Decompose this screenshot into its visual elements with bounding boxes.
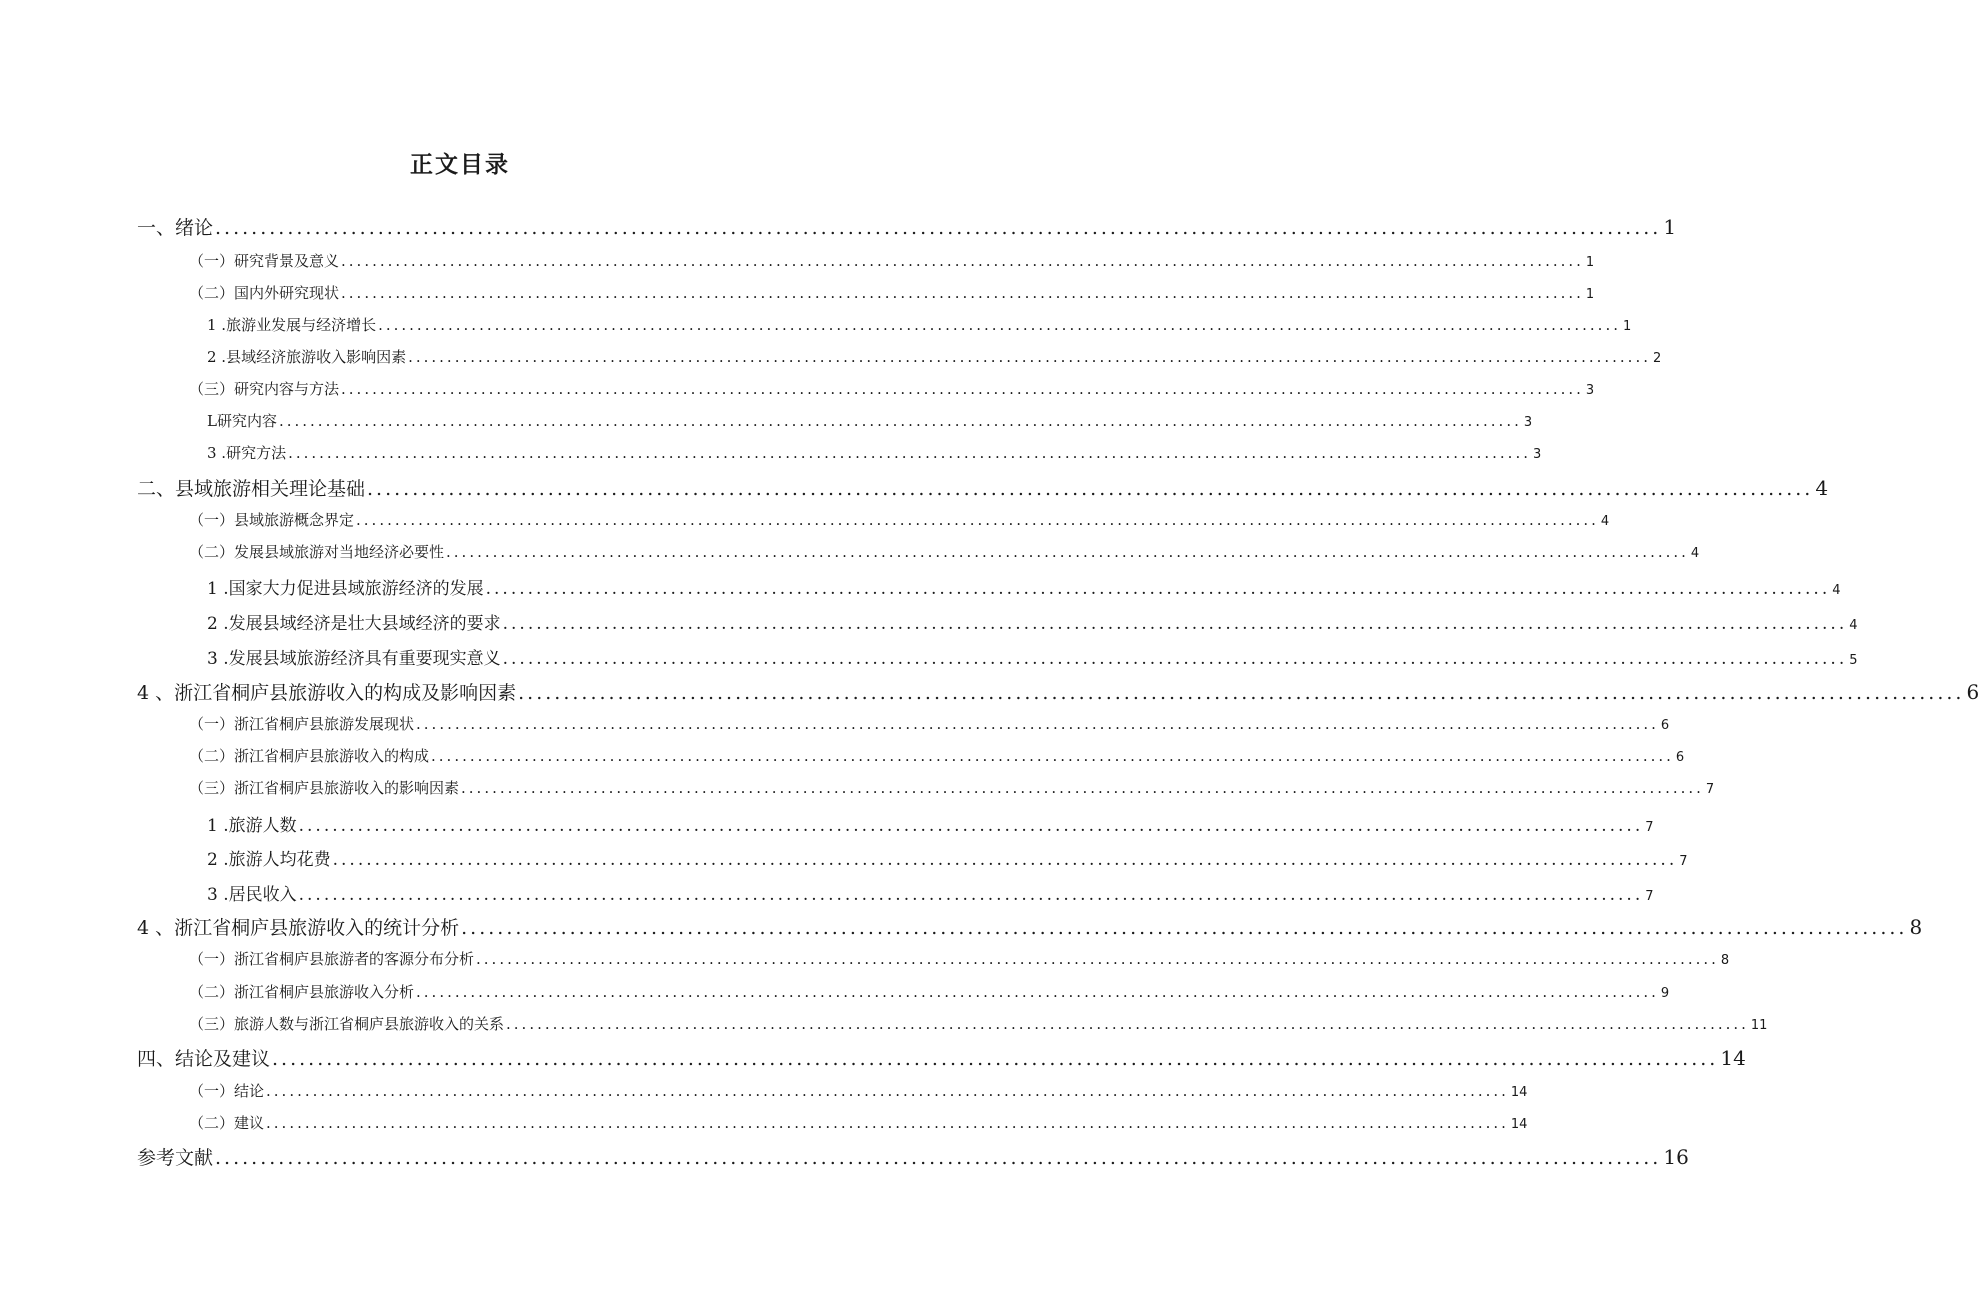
toc-page-number: 9 (1660, 986, 1670, 1001)
toc-entry-label: （一）县域旅游概念界定 (189, 511, 355, 529)
toc-entry[interactable] (189, 745, 1685, 766)
dot-leader: ................................................................................................................................................................ (408, 348, 1651, 366)
dot-leader: ................................................................................................................................................................ (476, 950, 1719, 968)
toc-page-number: 4 (1832, 583, 1841, 598)
toc-entry-label: （二）国内外研究现状 (189, 284, 340, 302)
dot-leader: ................................................................................................................................................................ (367, 478, 1814, 500)
toc-entry[interactable] (137, 678, 1979, 705)
dot-leader: ................................................................................................................................................................ (506, 1015, 1749, 1033)
toc-entry-label: （三）浙江省桐庐县旅游收入的影响因素 (189, 779, 460, 797)
toc-entry[interactable] (137, 913, 1923, 940)
toc-entry[interactable] (189, 1080, 1528, 1101)
dot-leader: ................................................................................................................................................................ (431, 747, 1674, 765)
dot-leader: ................................................................................................................................................................ (461, 917, 1908, 939)
dot-leader: ................................................................................................................................................................ (341, 284, 1584, 302)
dot-leader: ................................................................................................................................................................ (278, 412, 1522, 430)
toc-page-number: 4 (1690, 546, 1700, 561)
toc-entry[interactable] (189, 713, 1670, 734)
toc-page-number: 7 (1645, 820, 1654, 835)
toc-page-number: 4 (1815, 476, 1829, 500)
toc-page-number: 14 (1720, 1046, 1746, 1070)
dot-leader: ................................................................................................................................................................ (416, 715, 1659, 733)
toc-entry[interactable] (189, 1112, 1528, 1133)
toc-entry-label: （二）建议 (189, 1114, 265, 1132)
toc-entry-label: 2 .旅游人均花费 (207, 850, 331, 870)
dot-leader: ................................................................................................................................................................ (215, 217, 1662, 239)
toc-entry[interactable] (207, 346, 1662, 367)
dot-leader: ................................................................................................................................................................ (416, 983, 1659, 1001)
dot-leader: ................................................................................................................................................................ (356, 511, 1599, 529)
toc-page-number: 5 (1849, 653, 1858, 668)
toc-entry-label: L研究内容 (207, 412, 277, 430)
toc-entry-label: （三）旅游人数与浙江省桐庐县旅游收入的关系 (189, 1015, 505, 1033)
toc-page-number: 1 (1585, 255, 1595, 270)
toc-entry[interactable] (207, 609, 1858, 634)
toc-entry-label: （二）浙江省桐庐县旅游收入的构成 (189, 747, 430, 765)
toc-entry-label: 1 .旅游人数 (207, 816, 297, 836)
dot-leader: ................................................................................................................................................................ (446, 543, 1689, 561)
toc-entry-label: （一）浙江省桐庐县旅游发展现状 (189, 715, 415, 733)
toc-entry-label: 2 .县域经济旅游收入影响因素 (207, 348, 407, 366)
toc-page-number: 8 (1720, 953, 1730, 968)
toc-entry[interactable] (137, 1044, 1746, 1071)
toc-entry-label: （一）结论 (189, 1082, 265, 1100)
dot-leader: ................................................................................................................................................................ (298, 885, 1644, 905)
toc-entry[interactable] (207, 644, 1858, 669)
toc-page-number: 7 (1645, 889, 1654, 904)
toc-page-number: 14 (1510, 1085, 1528, 1100)
toc-entry[interactable] (189, 948, 1730, 969)
toc-entry-label: 一、绪论 (137, 217, 214, 239)
toc-entry[interactable] (207, 410, 1533, 431)
toc-page-number: 3 (1523, 415, 1533, 430)
toc-entry-label: 1 .旅游业发展与经济增长 (207, 316, 377, 334)
toc-page-number: 3 (1585, 383, 1595, 398)
toc-entry-label: 2 .发展县域经济是壮大县域经济的要求 (207, 614, 501, 634)
toc-page-number: 6 (1966, 680, 1979, 704)
toc-entry-label: （二）浙江省桐庐县旅游收入分析 (189, 983, 415, 1001)
toc-entry[interactable] (207, 574, 1841, 599)
dot-leader: ................................................................................................................................................................ (272, 1048, 1719, 1070)
toc-page-number: 7 (1705, 782, 1715, 797)
dot-leader: ................................................................................................................................................................ (332, 850, 1678, 870)
toc-page-number: 1 (1585, 287, 1595, 302)
toc-page-number: 3 (1532, 447, 1542, 462)
toc-entry[interactable] (189, 1013, 1768, 1034)
dot-leader: ................................................................................................................................................................ (298, 816, 1644, 836)
toc-entry[interactable] (207, 811, 1654, 836)
toc-entry-label: 1 .国家大力促进县域旅游经济的发展 (207, 579, 484, 599)
toc-page-number: 14 (1510, 1117, 1528, 1132)
toc-page-number: 1 (1663, 215, 1677, 239)
toc-page-number: 4 (1600, 514, 1610, 529)
dot-leader: ................................................................................................................................................................ (485, 579, 1831, 599)
toc-entry[interactable] (189, 981, 1670, 1002)
toc-entry[interactable] (207, 314, 1632, 335)
toc-entry-label: 参考文献 (137, 1147, 214, 1169)
dot-leader: ................................................................................................................................................................ (502, 614, 1848, 634)
dot-leader: ................................................................................................................................................................ (288, 444, 1531, 462)
toc-entry-label: （二）发展县域旅游对当地经济必要性 (189, 543, 445, 561)
toc-entry[interactable] (189, 250, 1595, 271)
dot-leader: ................................................................................................................................................................ (341, 380, 1584, 398)
dot-leader: ................................................................................................................................................................ (266, 1082, 1509, 1100)
toc-entry[interactable] (137, 213, 1677, 240)
toc-entry-label: 3 .发展县域旅游经济具有重要现实意义 (207, 649, 501, 669)
toc-entry[interactable] (207, 880, 1654, 905)
toc-page-number: 4 (1849, 618, 1858, 633)
toc-entry[interactable] (189, 282, 1595, 303)
toc-entry[interactable] (189, 378, 1595, 399)
dot-leader: ................................................................................................................................................................ (461, 779, 1704, 797)
toc-entry[interactable] (207, 845, 1688, 870)
dot-leader: ................................................................................................................................................................ (502, 649, 1848, 669)
toc-page-number: 7 (1679, 854, 1688, 869)
toc-page-number: 2 (1652, 351, 1662, 366)
toc-entry-label: 4 、浙江省桐庐县旅游收入的构成及影响因素 (137, 682, 517, 704)
toc-entry[interactable] (189, 541, 1700, 562)
dot-leader: ................................................................................................................................................................ (341, 252, 1584, 270)
toc-entry-label: （三）研究内容与方法 (189, 380, 340, 398)
dot-leader: ................................................................................................................................................................ (215, 1147, 1662, 1169)
toc-page-number: 8 (1909, 915, 1923, 939)
dot-leader: ................................................................................................................................................................ (378, 316, 1621, 334)
toc-entry[interactable] (137, 1143, 1689, 1170)
toc-entry[interactable] (189, 509, 1610, 530)
dot-leader: ................................................................................................................................................................ (266, 1114, 1509, 1132)
toc-entry-label: 3 .研究方法 (207, 444, 287, 462)
toc-page-number: 1 (1622, 319, 1632, 334)
toc-page-number: 6 (1660, 718, 1670, 733)
toc-entry-label: （一）研究背景及意义 (189, 252, 340, 270)
toc-entry-label: 二、县域旅游相关理论基础 (137, 478, 366, 500)
dot-leader: ................................................................................................................................................................ (518, 682, 1965, 704)
toc-page-number: 16 (1663, 1145, 1689, 1169)
toc-entry-label: 四、结论及建议 (137, 1048, 271, 1070)
toc-page-number: 6 (1675, 750, 1685, 765)
toc-entry-label: 4 、浙江省桐庐县旅游收入的统计分析 (137, 917, 460, 939)
page-title: 正文目录 (410, 152, 510, 178)
toc-entry[interactable] (137, 474, 1829, 501)
toc-entry[interactable] (207, 442, 1542, 463)
toc-page-number: 11 (1750, 1018, 1768, 1033)
toc-entry-label: 3 .居民收入 (207, 885, 297, 905)
toc-entry[interactable] (189, 777, 1715, 798)
toc-entry-label: （一）浙江省桐庐县旅游者的客源分布分析 (189, 950, 475, 968)
